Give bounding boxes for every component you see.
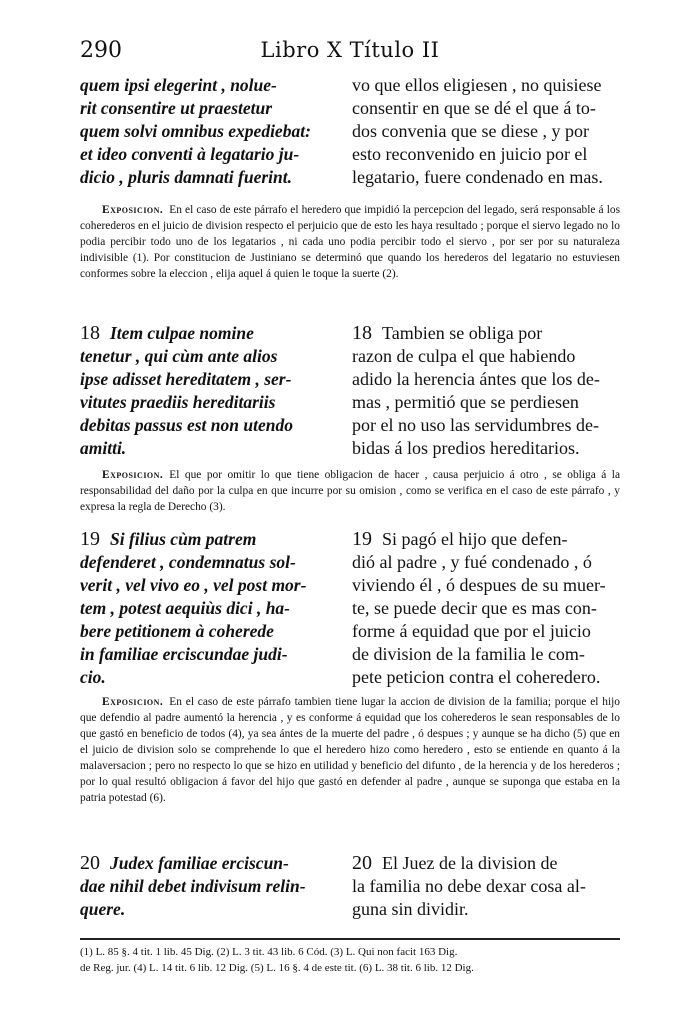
latin-line: Si filius cùm patrem (110, 529, 257, 549)
exposicion-3 (80, 694, 620, 806)
spanish-line: mas , permitió que se perdiesen (352, 392, 579, 412)
latin-line: tem , potest aequiùs dici , ha- (80, 598, 290, 618)
latin-line: in familiae erciscundae judi- (80, 644, 288, 664)
section-19 (80, 528, 620, 689)
footnote-line: (1) L. 85 §. 4 tit. 1 lib. 45 Dig. (2) L. 3 tit. 43 lib. 6 Cód. (3) L. Qui non facit 163 Dig. (80, 946, 458, 958)
page-number: 290 (80, 38, 122, 63)
section-number: 20 (352, 852, 372, 874)
latin-line: tenetur , qui cùm ante alios (80, 346, 278, 366)
spanish-line: de division de la familia le com- (352, 644, 585, 664)
latin-line: verit , vel vivo eo , vel post mor- (80, 575, 307, 595)
spanish-line: vo que ellos eligiesen , no quisiese (352, 75, 602, 95)
spanish-line: consentir en que se dé el que á to- (352, 98, 596, 118)
footnote-line: de Reg. jur. (4) L. 14 tit. 6 lib. 12 Dig. (5) L. 16 §. 4 de este tit. (6) L. 38 tit. 6 lib. 12 Dig. (80, 962, 474, 974)
section-20 (80, 852, 620, 921)
section-18 (80, 322, 620, 460)
section-number: 18 (352, 322, 372, 344)
latin-line: rit consentire ut praestetur (80, 98, 273, 118)
latin-column (80, 74, 338, 189)
exposicion-2 (80, 467, 620, 515)
spanish-column (352, 74, 620, 189)
latin-column (80, 528, 338, 689)
spanish-line: dió al padre , y fué condenado , ó (352, 552, 592, 572)
latin-line: Item culpae nomine (110, 323, 254, 343)
latin-line: quem ipsi elegerint , nolue- (80, 75, 277, 95)
latin-line: debitas passus est non utendo (80, 415, 293, 435)
spanish-line: esto reconvenido en juicio por el (352, 144, 588, 164)
exposicion-label: Exposicion. (102, 469, 164, 481)
spanish-line: adido la herencia ántes que los de- (352, 369, 600, 389)
running-title: Libro X Título II (260, 38, 440, 62)
section-number: 18 (80, 322, 100, 344)
latin-line: bere petitionem à coherede (80, 621, 274, 641)
exposicion-label: Exposicion. (102, 204, 164, 216)
section-continuation (80, 74, 620, 189)
latin-line: Judex familiae erciscun- (110, 853, 289, 873)
spanish-line: por el no uso las servidumbres de- (352, 415, 599, 435)
spanish-line: guna sin dividir. (352, 899, 469, 919)
spanish-line: te, se puede decir que es mas con- (352, 598, 597, 618)
spanish-column (352, 528, 620, 689)
section-number: 20 (80, 852, 100, 874)
spanish-line: dos convenia que se diese , y por (352, 121, 589, 141)
spanish-column (352, 852, 620, 921)
spanish-line: Tambien se obliga por (382, 323, 543, 343)
latin-line: et ideo conventi à legatario ju- (80, 144, 300, 164)
spanish-line: la familia no debe dexar cosa al- (352, 876, 586, 896)
section-number: 19 (352, 528, 372, 550)
footnote-divider (80, 938, 620, 940)
latin-line: cio. (80, 667, 106, 687)
exposicion-text: El que por omitir lo que tiene obligacion de hacer , causa perjuicio á otro , se obliga á la responsabilidad del daño por la culpa en que incurre por su omision , como se verifica en el caso de este párrafo , y expresa la regla de Derecho (3). (80, 469, 620, 513)
footnotes (80, 944, 620, 976)
spanish-line: razon de culpa el que habiendo (352, 346, 576, 366)
latin-column (80, 852, 338, 921)
exposicion-label: Exposicion. (102, 696, 164, 708)
latin-line: ipse adisset hereditatem , ser- (80, 369, 292, 389)
exposicion-text: En el caso de este párrafo tambien tiene lugar la accion de division de la familia; porque el hijo que defendio al padre aumentó la herencia , y es conforme á equidad que los coherederos le sean responsables de lo que gastó en beneficio de todos (4), ya sea ántes de la muerte del padre , ó despues ; y aunque se ha dicho (5) que en el juicio de division solo se comprehende lo que el heredero hizo como heredero , esto se entiende en quanto á la malaversacion ; pero no respecto lo que se hizo en utilidad y beneficio del difunto , de la herencia y de los herederos ; por lo qual resultó obligacion á favor del hijo que gastó en defender al padre , aunque se suponga que estaba en la patria potestad (6). (80, 696, 620, 804)
latin-line: quem solvi omnibus expediebat: (80, 121, 311, 141)
spanish-line: pete peticion contra el coheredero. (352, 667, 601, 687)
latin-line: dicio , pluris damnati fuerint. (80, 167, 292, 187)
spanish-line: forme á equidad que por el juicio (352, 621, 591, 641)
spanish-column (352, 322, 620, 460)
spanish-line: Si pagó el hijo que defen- (382, 529, 568, 549)
latin-line: vitutes praediis hereditariis (80, 392, 276, 412)
exposicion-text: En el caso de este párrafo el heredero que impidió la percepcion del legado, será responsable á los coherederos en el juicio de division respecto el perjuicio que de esto les haya resultado ; porque el siervo legado no lo podia percibir todo uno de los legatarios , ni cada uno podia percibir todo el siervo , por ser por su naturaleza indivisible (1). Por constitucion de Justiniano se determinó que quando los herederos del legatario no estuviesen conformes sobre la eleccion , elija aquel á quien le toque la suerte (2). (80, 204, 620, 280)
latin-line: defenderet , condemnatus sol- (80, 552, 296, 572)
latin-line: quere. (80, 899, 126, 919)
latin-line: amitti. (80, 438, 127, 458)
latin-line: dae nihil debet indivisum relin- (80, 876, 306, 896)
spanish-line: El Juez de la division de (382, 853, 558, 873)
page-header (80, 38, 620, 68)
exposicion-1 (80, 202, 620, 282)
spanish-line: legatario, fuere condenado en mas. (352, 167, 603, 187)
spanish-line: bidas á los predios hereditarios. (352, 438, 580, 458)
latin-column (80, 322, 338, 460)
section-number: 19 (80, 528, 100, 550)
spanish-line: viviendo él , ó despues de su muer- (352, 575, 606, 595)
